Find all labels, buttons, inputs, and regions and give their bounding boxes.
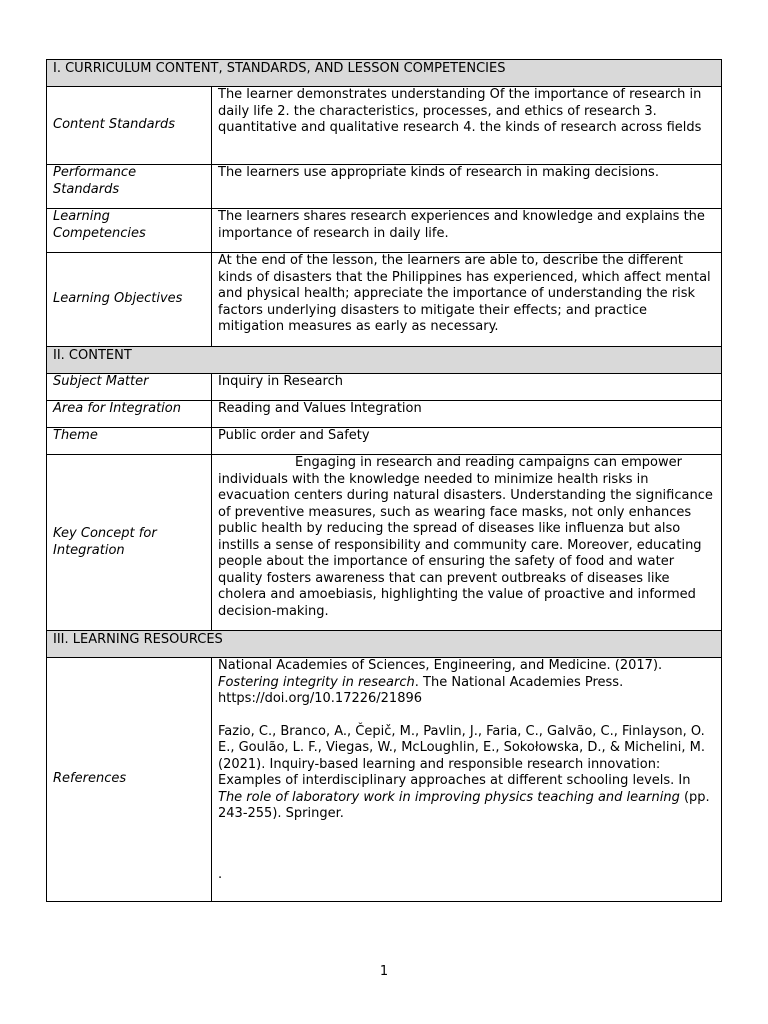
key-concept-cell <box>212 455 722 631</box>
reference-1-authors: National Academies of Sciences, Engineering, and Medicine. (2017). <box>218 658 663 673</box>
page-number: 1 <box>379 964 389 979</box>
reference-spacer <box>218 708 715 724</box>
row-learning-competencies <box>47 209 722 253</box>
section-header-curriculum <box>47 60 722 87</box>
row-key-concept <box>47 455 722 631</box>
area-integration-value: Reading and Values Integration <box>212 401 722 428</box>
trailing-period: . <box>218 866 223 882</box>
reference-1-doi: https://doi.org/10.17226/21896 <box>218 691 423 706</box>
learning-competencies-value: The learners shares research experiences and knowledge and explains the importance of research in daily life. <box>212 209 722 253</box>
performance-standards-value: The learners use appropriate kinds of research in making decisions. <box>212 165 722 209</box>
learning-objectives-value: At the end of the lesson, the learners are able to, describe the different kinds of disasters that the Philippines has experienced, which affect mental and physical health; appreciate the importance of understanding the risk factors underlying disasters to mitigate their effects; and practice mitigation measures as early as necessary. <box>212 253 722 347</box>
section-title: III. LEARNING RESOURCES <box>53 632 223 647</box>
reference-1 <box>218 658 715 708</box>
row-content-standards <box>47 87 722 165</box>
key-concept-value: Engaging in research and reading campaigns can empower individuals with the knowledge needed to minimize health risks in evacuation centers during natural disasters. Understanding the significance of preventive measures, such as wearing face masks, not only enhances public health by reducing the spread of diseases like influenza but also instills a sense of responsibility and community care. Moreover, educating people about the importance of ensuring the safety of food and water quality fosters awareness that can prevent outbreaks of diseases like cholera and amoebiasis, highlighting the value of proactive and informed decision-making. <box>218 455 713 619</box>
row-area-integration <box>47 401 722 428</box>
reference-1-publisher: . The National Academies Press. <box>414 674 624 690</box>
content-standards-label: Content Standards <box>47 87 212 165</box>
subject-matter-value: Inquiry in Research <box>212 374 722 401</box>
reference-2-title: The role of laboratory work in improving physics teaching and learning <box>218 789 680 805</box>
theme-value: Public order and Safety <box>212 428 722 455</box>
subject-matter-label: Subject Matter <box>47 374 212 401</box>
performance-standards-label: Performance Standards <box>47 165 212 209</box>
reference-2 <box>218 724 715 823</box>
row-learning-objectives <box>47 253 722 347</box>
content-standards-value: The learner demonstrates understanding Of the importance of research in daily life 2. the characteristics, processes, and ethics of research 3. quantitative and qualitative research 4. the kinds of research across fields <box>212 87 722 165</box>
reference-1-title: Fostering integrity in research <box>218 674 415 690</box>
reference-2-authors: Fazio, C., Branco, A., Čepič, M., Pavlin, J., Faria, C., Galvão, C., Finlayson, O. E., Goulão, L. F., Viegas, W., McLoughlin, E., Sokołowska, D., & Michelini, M. (2021). Inquiry-based learning and responsible research innovation: Examples of interdisciplinary approaches at different schooling levels. In <box>218 723 705 788</box>
area-integration-label: Area for Integration <box>47 401 212 428</box>
row-subject-matter <box>47 374 722 401</box>
section-header-content <box>47 347 722 374</box>
theme-label: Theme <box>47 428 212 455</box>
row-performance-standards <box>47 165 722 209</box>
references-cell <box>212 658 722 902</box>
row-theme <box>47 428 722 455</box>
lesson-plan-table <box>46 59 722 902</box>
references-label: References <box>47 658 212 902</box>
learning-competencies-label: Learning Competencies <box>47 209 212 253</box>
section-title: II. CONTENT <box>53 348 132 363</box>
learning-objectives-label: Learning Objectives <box>47 253 212 347</box>
key-concept-label: Key Concept for Integration <box>47 455 212 631</box>
reference-2-pages: (pp. 243-255). Springer. <box>218 789 710 821</box>
section-title: I. CURRICULUM CONTENT, STANDARDS, AND LESSON COMPETENCIES <box>53 61 506 76</box>
section-header-resources <box>47 631 722 658</box>
reference-spacer <box>218 823 715 867</box>
row-references <box>47 658 722 902</box>
